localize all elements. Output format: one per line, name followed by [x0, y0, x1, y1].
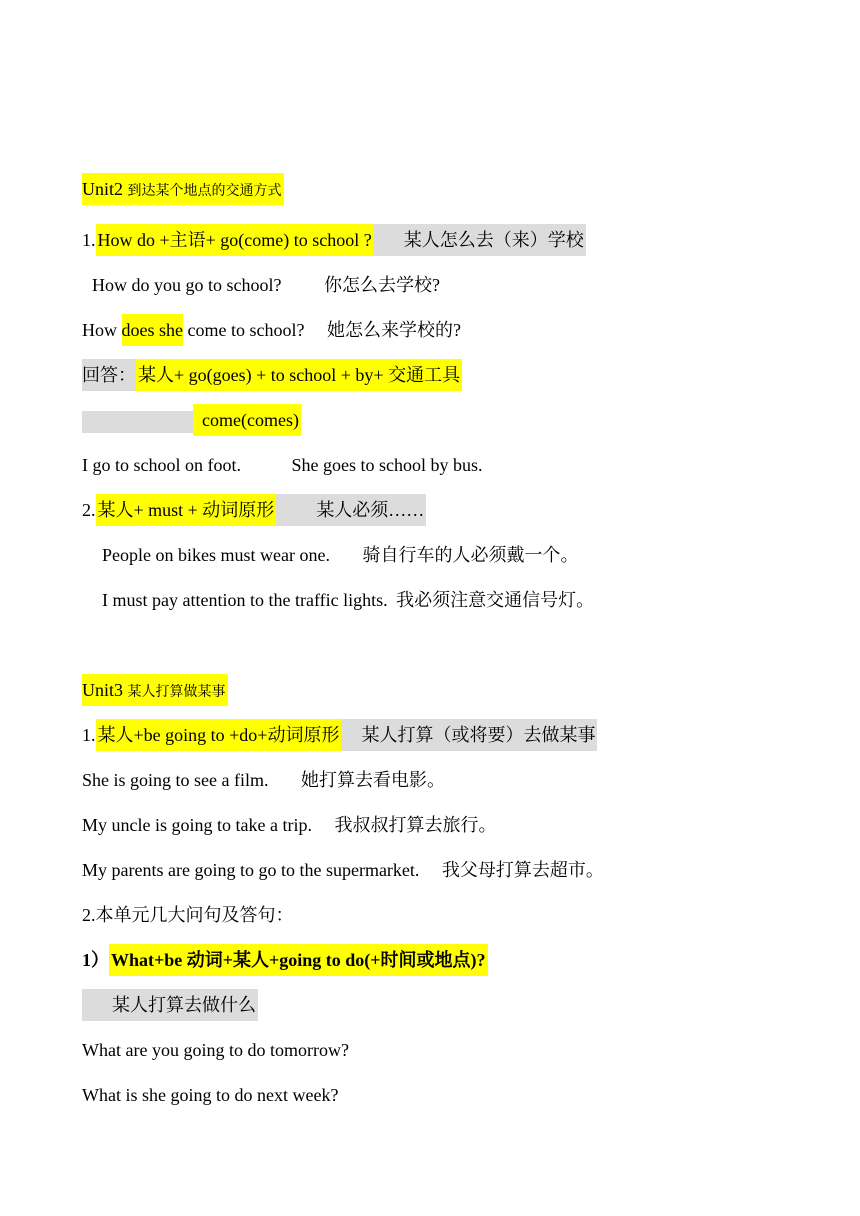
unit2-example-1-cn: 你怎么去学校?: [323, 275, 440, 295]
unit3-pattern-1-meaning: 某人打算（或将要）去做某事: [341, 719, 597, 751]
unit3-example-2-en: My uncle is going to take a trip.: [82, 815, 312, 835]
unit2-pattern-2: [82, 493, 426, 527]
unit2-example-2-cn: 她怎么来学校的?: [326, 320, 461, 340]
unit2-pattern-2-number: 2.: [82, 500, 96, 520]
unit3-question-1-meaning: [82, 988, 258, 1022]
unit3-example-1-en: She is going to see a film.: [82, 770, 269, 790]
unit3-example-5-text: What is she going to do next week?: [82, 1085, 339, 1105]
unit3-example-2-cn: 我叔叔打算去旅行。: [334, 815, 497, 835]
unit2-pattern-2-meaning: 某人必须……: [276, 494, 426, 526]
unit3-question-1-meaning-text: 某人打算去做什么: [82, 989, 258, 1021]
unit2-pattern-1-formula: How do +主语+ go(come) to school ?: [96, 224, 374, 256]
unit3-question-1: [82, 943, 488, 977]
unit2-example-1: [92, 268, 440, 302]
unit2-example-5: [102, 583, 594, 617]
unit3-example-1: [82, 763, 445, 797]
unit3-section-2-title-text: 2.本单元几大问句及答句：: [82, 905, 294, 925]
unit3-heading-highlight: [82, 674, 228, 706]
unit2-pattern-1-meaning: 某人怎么去（来）学校: [374, 224, 586, 256]
unit3-subtitle: 某人打算做某事: [127, 685, 226, 700]
unit2-answer-formula: 某人+ go(goes) + to school + by+ 交通工具: [136, 359, 462, 391]
unit3-pattern-1-formula: 某人+be going to +do+动词原形: [96, 719, 342, 751]
unit2-pattern-2-formula: 某人+ must + 动词原形: [96, 494, 277, 526]
unit2-example-5-cn: 我必须注意交通信号灯。: [396, 590, 595, 610]
unit3-question-1-formula: What+be 动词+某人+going to do(+时间或地点)?: [109, 944, 488, 976]
unit2-subtitle: 到达某个地点的交通方式: [127, 184, 282, 199]
unit3-example-3-cn: 我父母打算去超市。: [441, 860, 604, 880]
unit3-pattern-1-number: 1.: [82, 725, 96, 745]
unit2-answer: [82, 358, 462, 392]
unit2-example-2-highlight: does she: [122, 314, 184, 346]
unit3-example-3: [82, 853, 604, 887]
unit2-heading-highlight: [82, 173, 284, 205]
unit3-example-1-cn: 她打算去看电影。: [300, 770, 445, 790]
unit2-example-5-en: I must pay attention to the traffic lights.: [102, 590, 388, 610]
unit2-pattern-1-number: 1.: [82, 230, 96, 250]
unit3-example-4-text: What are you going to do tomorrow?: [82, 1040, 349, 1060]
unit3-title: Unit3: [82, 680, 124, 700]
unit2-example-3-a: I go to school on foot.: [82, 455, 241, 475]
unit2-answer-alt-spacer: [82, 411, 193, 433]
unit3-question-1-number: 1）: [82, 950, 109, 970]
unit3-pattern-1: [82, 718, 597, 752]
unit3-section-2-title: [82, 898, 294, 932]
unit2-example-2-a: How: [82, 320, 122, 340]
unit2-example-2-b: come to school?: [183, 320, 305, 340]
unit2-example-4-en: People on bikes must wear one.: [102, 545, 330, 565]
unit2-example-4-cn: 骑自行车的人必须戴一个。: [362, 545, 579, 565]
unit2-example-2: [82, 313, 461, 347]
unit3-example-5: [82, 1078, 338, 1112]
unit2-answer-alt: [82, 403, 301, 437]
unit3-heading: [82, 673, 228, 707]
unit3-example-3-en: My parents are going to go to the supermarket.: [82, 860, 420, 880]
unit2-answer-alt-text: come(comes): [193, 404, 301, 436]
unit2-example-1-en: How do you go to school?: [92, 275, 282, 295]
unit2-pattern-1: [82, 223, 586, 257]
unit2-title: Unit2: [82, 179, 124, 199]
unit2-answer-label: 回答：: [82, 359, 136, 391]
unit3-example-2: [82, 808, 496, 842]
unit2-heading: [82, 172, 284, 206]
unit3-example-4: [82, 1033, 349, 1067]
unit2-example-3-b: She goes to school by bus.: [291, 455, 483, 475]
unit2-example-4: [102, 538, 578, 572]
unit2-example-3: [82, 448, 483, 482]
